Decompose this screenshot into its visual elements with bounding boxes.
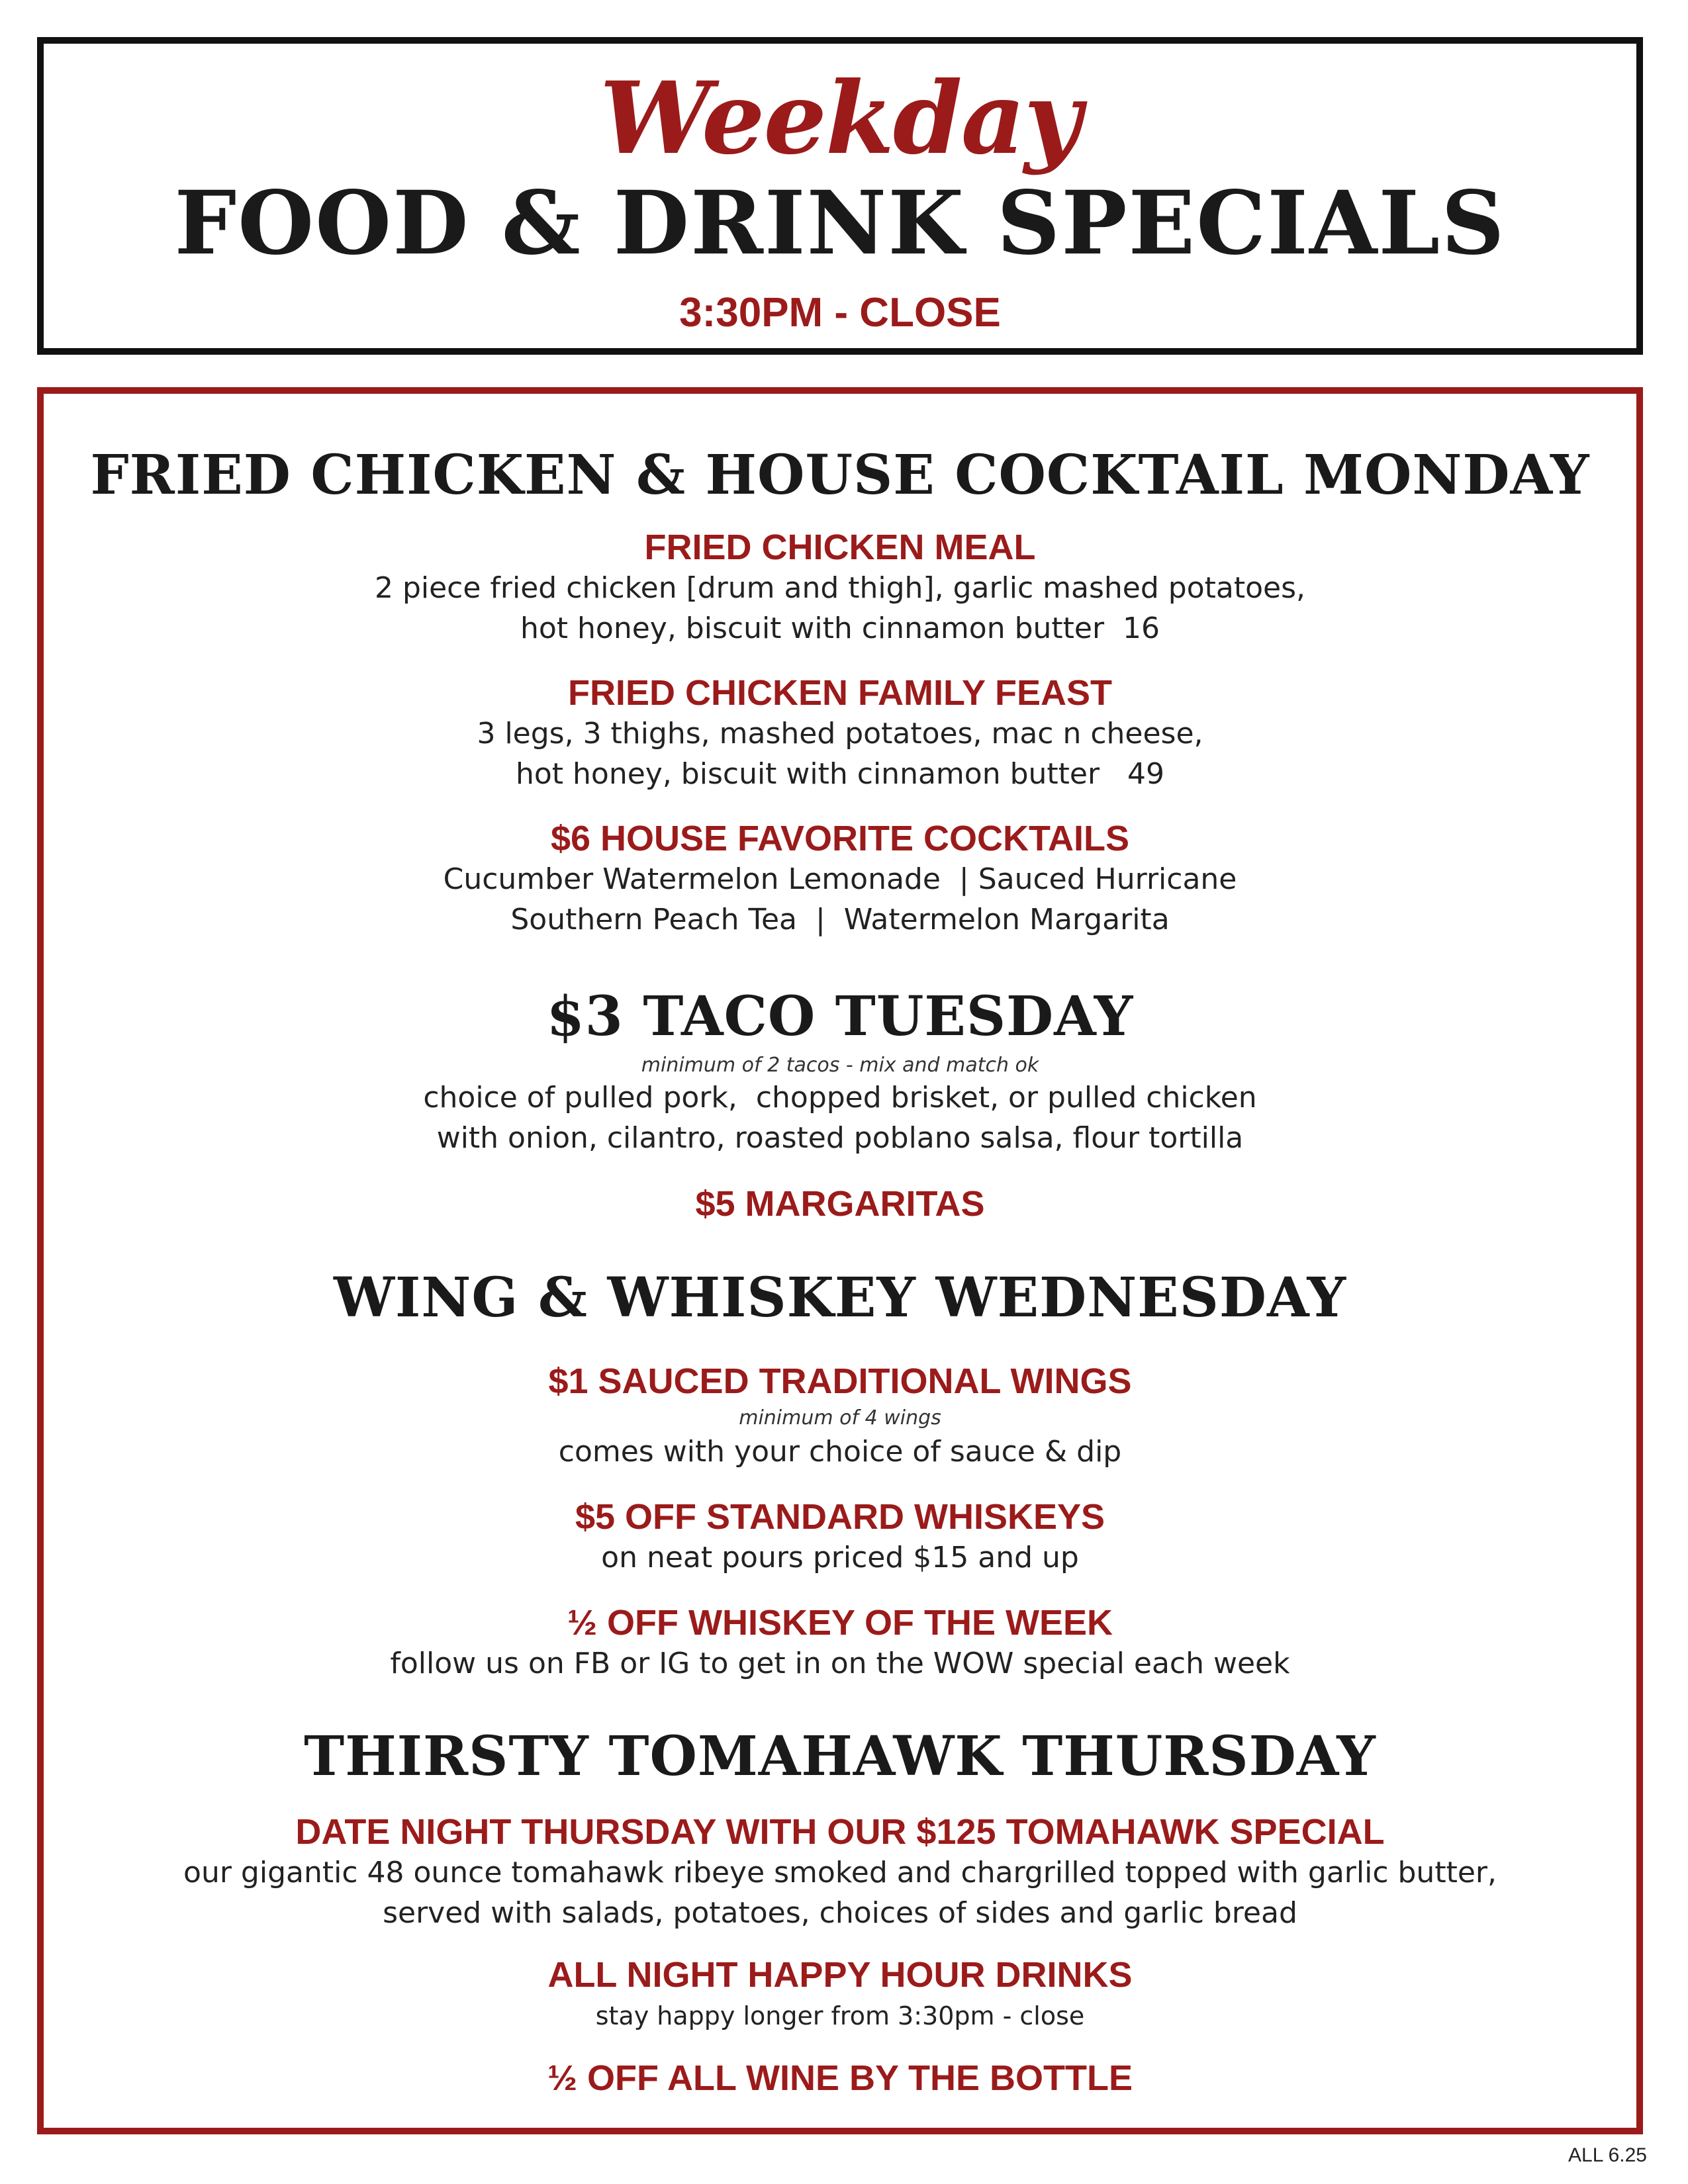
item-family-feast: FRIED CHICKEN FAMILY FEAST — [567, 673, 1113, 713]
wednesday-title: WING & WHISKEY WEDNESDAY — [333, 1266, 1347, 1330]
hours-text: 3:30PM - CLOSE — [679, 290, 1001, 336]
header-box — [37, 37, 1643, 355]
script-title: Weekday — [599, 60, 1081, 177]
item-description-line: served with salads, potatoes, choices of sides and garlic bread — [383, 1896, 1297, 1930]
item-description-line: 2 piece fried chicken [drum and thigh], garlic mashed potatoes, — [374, 571, 1306, 605]
wings-note: minimum of 4 wings — [739, 1406, 941, 1430]
tuesday-title: $3 TACO TUESDAY — [546, 985, 1134, 1048]
item-description-line: Cucumber Watermelon Lemonade | Sauced Hurricane — [443, 862, 1237, 896]
item-description-line: 3 legs, 3 thighs, mashed potatoes, mac n cheese, — [477, 717, 1203, 751]
footer-code: ALL 6.25 — [1568, 2144, 1647, 2166]
item-tomahawk-special: DATE NIGHT THURSDAY WITH OUR $125 TOMAHAWK SPECIAL — [295, 1812, 1385, 1852]
item-traditional-wings: $1 SAUCED TRADITIONAL WINGS — [548, 1361, 1132, 1401]
item-wine-by-bottle: ½ OFF ALL WINE BY THE BOTTLE — [547, 2058, 1133, 2098]
item-description-line: stay happy longer from 3:30pm - close — [595, 2001, 1085, 2030]
item-fried-chicken-meal: FRIED CHICKEN MEAL — [644, 527, 1036, 567]
item-description-line: Southern Peach Tea | Watermelon Margarita — [510, 903, 1170, 936]
item-description-line: hot honey, biscuit with cinnamon butter 16 — [520, 612, 1160, 645]
item-description-line: with onion, cilantro, roasted poblano salsa, flour tortilla — [436, 1121, 1244, 1155]
item-standard-whiskeys: $5 OFF STANDARD WHISKEYS — [575, 1497, 1105, 1537]
menu-box — [37, 387, 1643, 2134]
item-description-line: comes with your choice of sauce & dip — [558, 1435, 1122, 1469]
item-description-line: hot honey, biscuit with cinnamon butter 49 — [515, 757, 1164, 791]
item-description-line: on neat pours priced $15 and up — [601, 1541, 1079, 1574]
page-title: FOOD & DRINK SPECIALS — [174, 172, 1506, 275]
item-whiskey-of-week: ½ OFF WHISKEY OF THE WEEK — [567, 1603, 1113, 1643]
item-description-line: follow us on FB or IG to get in on the WOW special each week — [390, 1647, 1290, 1680]
thursday-title: THIRSTY TOMAHAWK THURSDAY — [304, 1725, 1376, 1788]
monday-title: FRIED CHICKEN & HOUSE COCKTAIL MONDAY — [90, 443, 1590, 507]
item-happy-hour-drinks: ALL NIGHT HAPPY HOUR DRINKS — [547, 1955, 1133, 1995]
item-description-line: our gigantic 48 ounce tomahawk ribeye smoked and chargrilled topped with garlic butter, — [183, 1856, 1497, 1889]
tuesday-note: minimum of 2 tacos - mix and match ok — [641, 1054, 1039, 1077]
item-margaritas: $5 MARGARITAS — [695, 1184, 985, 1224]
item-house-cocktails: $6 HOUSE FAVORITE COCKTAILS — [550, 819, 1130, 858]
item-description-line: choice of pulled pork, chopped brisket, or pulled chicken — [423, 1081, 1257, 1115]
